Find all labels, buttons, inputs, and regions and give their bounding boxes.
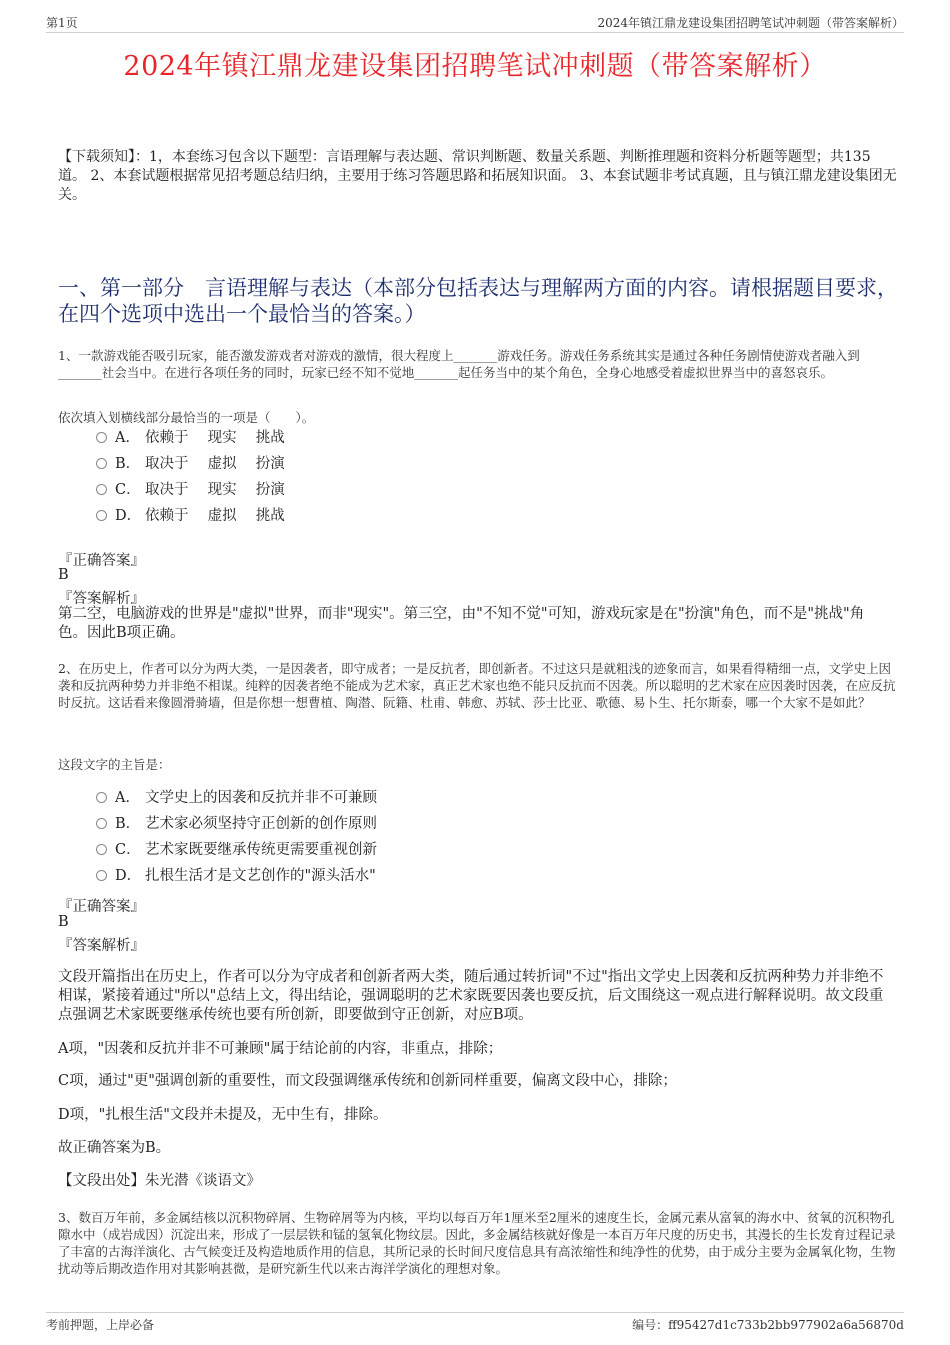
option-label: A． bbox=[115, 430, 140, 446]
q2-analysis-c: C项，通过"更"强调创新的重要性，而文段强调继承传统和创新同样重要，偏离文段中心，排除； bbox=[58, 1073, 677, 1089]
q1-option-d[interactable] bbox=[96, 505, 285, 527]
option-text: 艺术家必须坚持守正创新的创作原则 bbox=[145, 816, 377, 832]
q1-analysis-heading: 『答案解析』 bbox=[58, 591, 145, 607]
footer-id: 编号：ff95427d1c733b2bb977902a6a56870d bbox=[632, 1318, 904, 1332]
radio-icon[interactable] bbox=[96, 792, 107, 803]
document-title: 2024年镇江鼎龙建设集团招聘笔试冲刺题（带答案解析） bbox=[123, 51, 827, 82]
section-heading: 一、第一部分 言语理解与表达（本部分包括表达与理解两方面的内容。请根据题目要求，在四个选项中选出一个最恰当的答案。） bbox=[58, 276, 898, 326]
q1-option-b[interactable] bbox=[96, 453, 285, 475]
radio-icon[interactable] bbox=[96, 484, 107, 495]
q2-analysis-paragraph: 文段开篇指出在历史上，作者可以分为守成者和创新者两大类，随后通过转折词"不过"指出文学史上因袭和反抗两种势力并非绝不相谋，紧接着通过"所以"总结上文，得出结论，强调聪明的艺术家既要因袭也要反抗，后文围绕这一观点进行解释说明。故文段重点强调艺术家既要继承传统也要有所创新，即要做到守正创新，对应B项。 bbox=[58, 969, 884, 1023]
option-label: D． bbox=[115, 868, 142, 884]
question-1-ask: 依次填入划横线部分最恰当的一项是（ ）。 bbox=[58, 410, 315, 425]
q1-option-a[interactable] bbox=[96, 427, 285, 449]
option-label: D． bbox=[115, 508, 142, 524]
question-3-stem: 3、数百万年前，多金属结核以沉积物碎屑、生物碎屑等为内核，平均以每百万年1厘米至2厘米的速度生长，金属元素从富氧的海水中、贫氧的沉积物孔隙水中（成岩成因）沉淀出来，形成了一层层铁和锰的氢氧化物纹层。因此，多金属结核就好像是一本百万年尺度的历史书，其漫长的生长发育过程记录了丰富的古海洋演化、古气候变迁及构造地质作用的信息，其所记录的长时间尺度信息具有高浓缩性和纯净性的优势，由于成分主要为金属氧化物，生物扰动等后期改造作用对其影响甚微，是研究新生代以来古海洋学演化的理想对象。 bbox=[58, 1210, 896, 1276]
q2-analysis-a: A项，"因袭和反抗并非不可兼顾"属于结论前的内容，非重点，排除； bbox=[58, 1041, 503, 1057]
option-text: 依赖于 虚拟 挑战 bbox=[145, 508, 285, 524]
option-label: C． bbox=[115, 842, 141, 858]
download-notice: 【下载须知】：1，本套练习包含以下题型：言语理解与表达题、常识判断题、数量关系题、判断推理题和资料分析题等题型；共135道。 2、本套试题根据常见招考题总结归纳，主要用于练习答题思路和拓展知识面。 3、本套试题非考试真题，且与镇江鼎龙建设集团无关。 bbox=[58, 149, 897, 203]
page-header bbox=[46, 14, 904, 33]
question-2-stem: 2、在历史上，作者可以分为两大类，一是因袭者，即守成者；一是反抗者，即创新者。不过这只是就粗浅的迹象而言，如果看得精细一点，文学史上因袭和反抗两种势力并非绝不相谋。纯粹的因袭者绝不能成为艺术家，真正艺术家也绝不能只反抗而不因袭。所以聪明的艺术家在应因袭时因袭，在应反抗时反抗。这话看来像圆滑骑墙，但是你想一想曹植、陶潜、阮籍、杜甫、韩愈、苏轼、莎士比亚、歌德、易卜生、托尔斯泰，哪一个大家不是如此？ bbox=[58, 661, 896, 710]
option-label: B． bbox=[115, 816, 141, 832]
page-number: 第1页 bbox=[46, 16, 78, 30]
option-label: C． bbox=[115, 482, 141, 498]
option-text: 依赖于 现实 挑战 bbox=[145, 430, 285, 446]
option-text: 艺术家既要继承传统更需要重视创新 bbox=[145, 842, 377, 858]
question-2-ask: 这段文字的主旨是： bbox=[58, 757, 171, 772]
radio-icon[interactable] bbox=[96, 818, 107, 829]
q2-option-d[interactable] bbox=[96, 865, 376, 887]
q2-answer-heading: 『正确答案』 bbox=[58, 899, 145, 915]
q1-answer-heading: 『正确答案』 bbox=[58, 553, 145, 569]
q2-option-c[interactable] bbox=[96, 839, 377, 861]
q1-analysis: 第二空，电脑游戏的世界是"虚拟"世界，而非"现实"。第三空，由"不知不觉"可知，游戏玩家是在"扮演"角色，而不是"挑战"角色。因此B项正确。 bbox=[58, 606, 865, 641]
radio-icon[interactable] bbox=[96, 432, 107, 443]
footer-slogan: 考前押题，上岸必备 bbox=[46, 1318, 155, 1332]
question-1-stem: 1、一款游戏能否吸引玩家，能否激发游戏者对游戏的激情，很大程度上_______游戏任务。游戏任务系统其实是通过各种任务剧情使游戏者融入到_______社会当中。在进行各项任务的同时，玩家已经不知不觉地_______起任务当中的某个角色，全身心地感受着虚拟世界当中的喜怒哀乐。 bbox=[58, 348, 860, 380]
q2-analysis-d: D项，"扎根生活"文段并未提及，无中生有，排除。 bbox=[58, 1107, 388, 1123]
option-text: 文学史上的因袭和反抗并非不可兼顾 bbox=[145, 790, 377, 806]
radio-icon[interactable] bbox=[96, 510, 107, 521]
option-label: A． bbox=[115, 790, 140, 806]
radio-icon[interactable] bbox=[96, 870, 107, 881]
page-footer bbox=[46, 1312, 904, 1333]
option-text: 取决于 现实 扮演 bbox=[145, 482, 285, 498]
q2-option-a[interactable] bbox=[96, 787, 377, 809]
radio-icon[interactable] bbox=[96, 844, 107, 855]
q2-analysis-conclusion: 故正确答案为B。 bbox=[58, 1140, 171, 1156]
option-text: 取决于 虚拟 扮演 bbox=[145, 456, 285, 472]
q1-option-c[interactable] bbox=[96, 479, 285, 501]
header-doc-title: 2024年镇江鼎龙建设集团招聘笔试冲刺题（带答案解析） bbox=[597, 16, 904, 30]
q2-source: 【文段出处】朱光潜《谈语文》 bbox=[58, 1173, 261, 1189]
option-text: 扎根生活才是文艺创作的"源头活水" bbox=[145, 868, 376, 884]
radio-icon[interactable] bbox=[96, 458, 107, 469]
q2-option-b[interactable] bbox=[96, 813, 377, 835]
option-label: B． bbox=[115, 456, 141, 472]
q2-analysis-heading: 『答案解析』 bbox=[58, 938, 145, 954]
q2-answer: B bbox=[58, 914, 69, 930]
q1-answer: B bbox=[58, 567, 69, 583]
